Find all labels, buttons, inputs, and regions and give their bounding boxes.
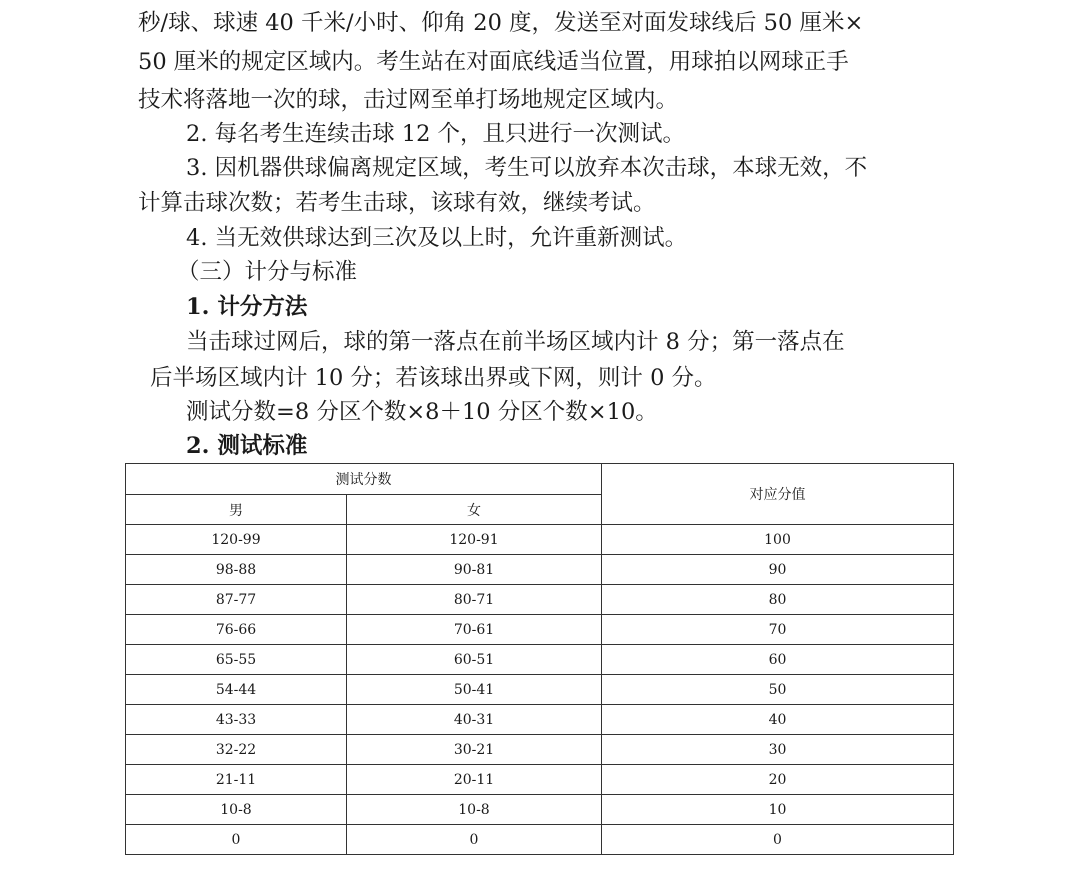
- section-heading: （三）计分与标准: [177, 259, 358, 285]
- table-row: [126, 645, 954, 675]
- points-cell: 50: [602, 675, 954, 705]
- table-row: [126, 705, 954, 735]
- header-male: 男: [126, 495, 347, 525]
- female-score-cell: 70-61: [347, 615, 602, 645]
- points-cell: 0: [602, 825, 954, 855]
- table-row: [126, 555, 954, 585]
- table-row: [126, 735, 954, 765]
- male-score-cell: 76-66: [126, 615, 347, 645]
- female-score-cell: 50-41: [347, 675, 602, 705]
- male-score-cell: 120-99: [126, 525, 347, 555]
- header-female: 女: [347, 495, 602, 525]
- paragraph-line: 4. 当无效供球达到三次及以上时，允许重新测试。: [186, 225, 688, 251]
- male-score-cell: 65-55: [126, 645, 347, 675]
- points-cell: 20: [602, 765, 954, 795]
- paragraph-line: 当击球过网后，球的第一落点在前半场区域内计 8 分；第一落点在: [186, 329, 845, 355]
- points-cell: 10: [602, 795, 954, 825]
- female-score-cell: 0: [347, 825, 602, 855]
- female-score-cell: 80-71: [347, 585, 602, 615]
- points-cell: 70: [602, 615, 954, 645]
- subsection-heading: 1. 计分方法: [186, 294, 308, 320]
- points-cell: 100: [602, 525, 954, 555]
- points-cell: 80: [602, 585, 954, 615]
- female-score-cell: 20-11: [347, 765, 602, 795]
- paragraph-line: 2. 每名考生连续击球 12 个，且只进行一次测试。: [186, 121, 686, 147]
- male-score-cell: 0: [126, 825, 347, 855]
- score-table: [125, 463, 954, 855]
- table-row: [126, 765, 954, 795]
- points-cell: 30: [602, 735, 954, 765]
- table-row: [126, 585, 954, 615]
- male-score-cell: 87-77: [126, 585, 347, 615]
- table-row: [126, 675, 954, 705]
- table-row: [126, 615, 954, 645]
- paragraph-line: 后半场区域内计 10 分；若该球出界或下网，则计 0 分。: [150, 365, 717, 391]
- table-row: [126, 525, 954, 555]
- points-cell: 90: [602, 555, 954, 585]
- male-score-cell: 32-22: [126, 735, 347, 765]
- male-score-cell: 21-11: [126, 765, 347, 795]
- paragraph-line: 计算击球次数；若考生击球，该球有效，继续考试。: [138, 190, 656, 216]
- header-corresponding-score: 对应分值: [602, 464, 954, 525]
- table-row: [126, 795, 954, 825]
- points-cell: 60: [602, 645, 954, 675]
- male-score-cell: 43-33: [126, 705, 347, 735]
- paragraph-line: 50 厘米的规定区域内。考生站在对面底线适当位置，用球拍以网球正手: [138, 49, 849, 75]
- female-score-cell: 90-81: [347, 555, 602, 585]
- paragraph-line: 3. 因机器供球偏离规定区域，考生可以放弃本次击球，本球无效，不: [186, 155, 868, 181]
- table-row: [126, 825, 954, 855]
- male-score-cell: 10-8: [126, 795, 347, 825]
- paragraph-line: 秒/球、球速 40 千米/小时、仰角 20 度，发送至对面发球线后 50 厘米×: [138, 10, 864, 36]
- points-cell: 40: [602, 705, 954, 735]
- paragraph-line: 技术将落地一次的球，击过网至单打场地规定区域内。: [138, 87, 679, 113]
- male-score-cell: 54-44: [126, 675, 347, 705]
- female-score-cell: 30-21: [347, 735, 602, 765]
- female-score-cell: 10-8: [347, 795, 602, 825]
- formula-line: 测试分数=8 分区个数×8＋10 分区个数×10。: [186, 399, 658, 425]
- female-score-cell: 120-91: [347, 525, 602, 555]
- female-score-cell: 40-31: [347, 705, 602, 735]
- female-score-cell: 60-51: [347, 645, 602, 675]
- header-test-score: 测试分数: [126, 464, 602, 495]
- subsection-heading: 2. 测试标准: [186, 433, 308, 459]
- table-header-row: [126, 464, 954, 495]
- male-score-cell: 98-88: [126, 555, 347, 585]
